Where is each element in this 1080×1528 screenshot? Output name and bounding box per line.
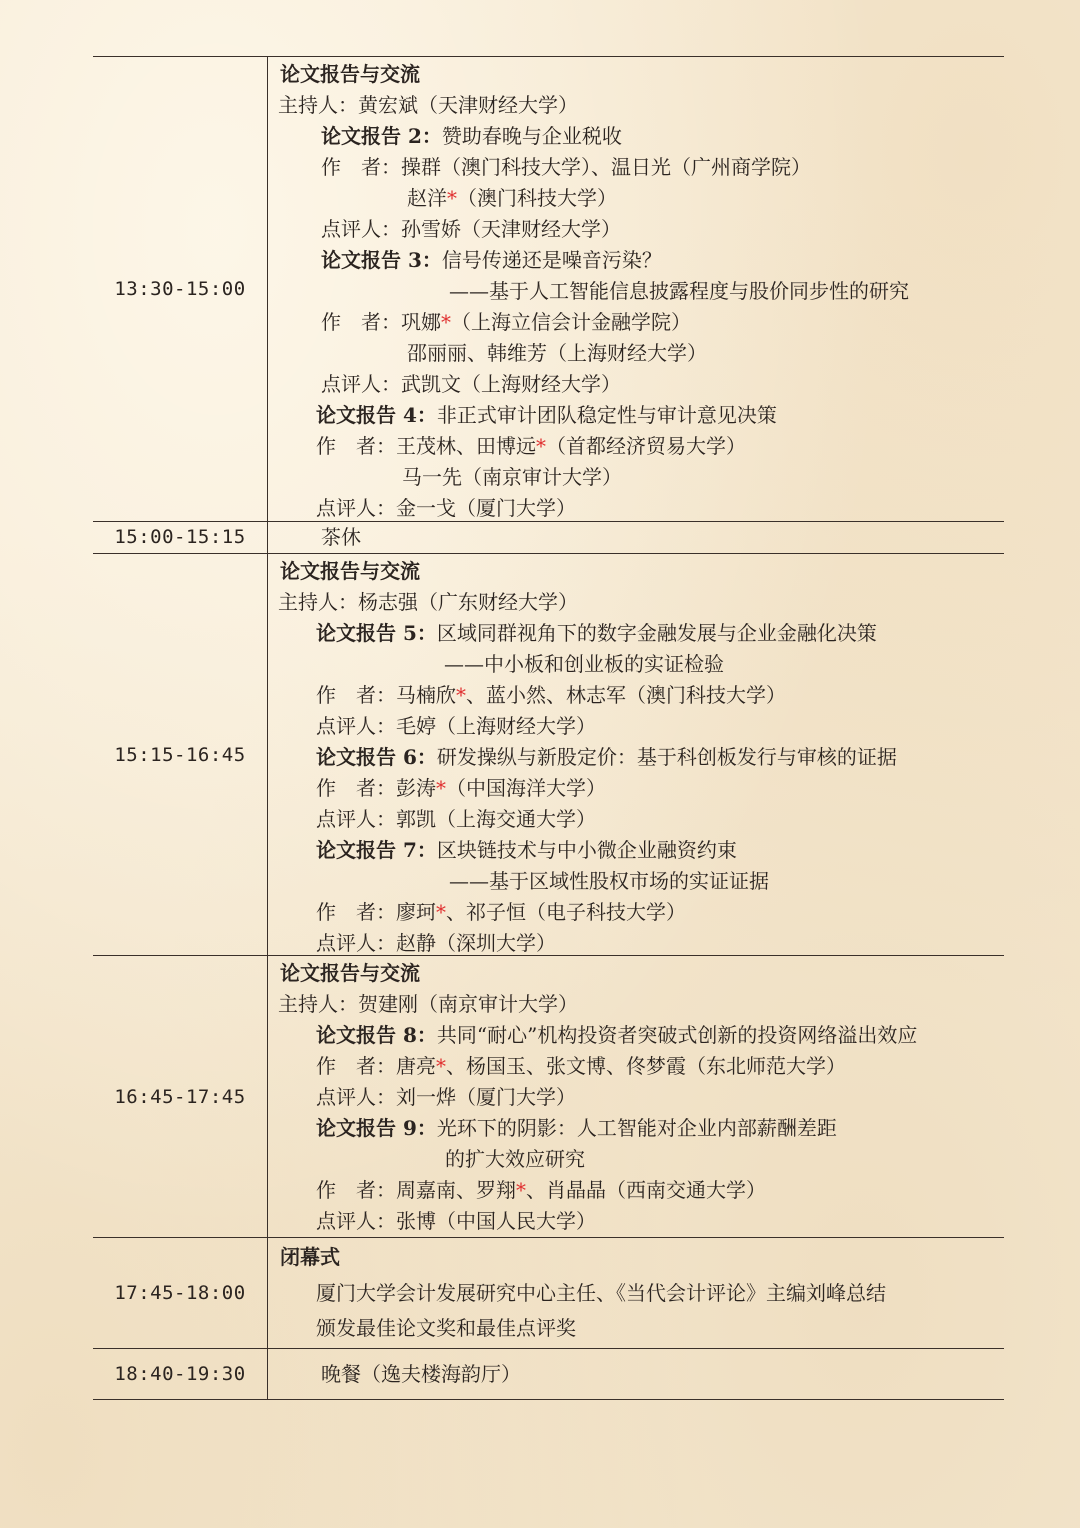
closing-line: 颁发最佳论文奖和最佳点评奖 [316,1316,576,1340]
authors: 巩娜 [401,310,441,334]
time-cell: 16:45-17:45 [93,956,268,1237]
author-label: 作 者： [316,683,396,707]
host-label: 主持人： [278,590,358,614]
host-line [278,587,578,618]
time-cell: 15:00-15:15 [93,521,268,553]
author-label: 作 者： [321,155,401,179]
paper-label: 论文报告 2： [321,124,442,148]
schedule-row [93,1349,1004,1400]
paper-title: 区块链技术与中小微企业融资约束 [436,838,737,862]
discussant-name: 郭凯（上海交通大学） [396,807,596,831]
discussant-label: 点评人： [316,1209,396,1233]
closing-line: 厦门大学会计发展研究中心主任、《当代会计评论》主编刘峰总结 [316,1281,886,1305]
author-line [316,680,786,711]
session-title: 论文报告与交流 [280,62,420,86]
discussant-label: 点评人： [316,496,396,520]
host-name: 贺建刚（南京审计大学） [358,992,578,1016]
paper-title-line [316,1113,837,1144]
discussant-label: 点评人： [316,931,396,955]
author-line-continued: 马一先（南京审计大学） [402,465,622,489]
paper-title: 光环下的阴影：人工智能对企业内部薪酬差距 [436,1116,837,1140]
discussant-name: 张博（中国人民大学） [396,1209,596,1233]
paper-label: 论文报告 4： [316,403,437,427]
author-line [316,897,686,928]
authors: 操群（澳门科技大学）、温日光（广州商学院） [401,155,811,179]
authors: 王茂林、田博远 [396,434,536,458]
paper-title: 信号传递还是噪音污染？ [441,248,662,272]
author-label: 作 者： [316,776,396,800]
session-content [268,521,1004,553]
paper-title-line [316,618,877,649]
authors: （首都经济贸易大学） [546,434,746,458]
schedule-row [93,956,1004,1238]
discussant-name: 武凯文（上海财经大学） [401,372,621,396]
session-content [268,1238,1004,1348]
presenter-asterisk: * [447,186,457,210]
paper-subtitle: ——基于人工智能信息披露程度与股价同步性的研究 [449,279,909,303]
paper-subtitle: ——基于区域性股权市场的实证证据 [449,869,769,893]
break-label: 茶休 [321,525,361,549]
discussant-label: 点评人： [316,807,396,831]
session-content [268,1349,1004,1399]
paper-title-line [316,1020,917,1051]
paper-title: 非正式审计团队稳定性与审计意见决策 [436,403,777,427]
paper-title-continued: 的扩大效应研究 [445,1147,585,1171]
paper-label: 论文报告 6： [316,745,437,769]
session-title: 闭幕式 [280,1245,340,1269]
authors: （澳门科技大学） [457,186,617,210]
host-name: 杨志强（广东财经大学） [358,590,578,614]
time-cell: 17:45-18:00 [93,1238,268,1348]
presenter-asterisk: * [441,310,451,334]
discussant-line [316,804,596,835]
paper-title-line [316,400,777,431]
schedule-row [93,56,1004,522]
paper-title-line [321,121,622,152]
discussant-label: 点评人： [321,372,401,396]
host-line [278,989,578,1020]
discussant-line [316,928,556,959]
presenter-asterisk: * [536,434,546,458]
authors: 、祁子恒（电子科技大学） [446,900,686,924]
host-line [278,90,578,121]
authors: 赵洋 [407,186,447,210]
session-content [268,554,1004,955]
discussant-name: 刘一烨（厦门大学） [396,1085,576,1109]
author-label: 作 者： [316,1054,396,1078]
session-content [268,57,1004,521]
dinner-label: 晚餐（逸夫楼海韵厅） [321,1362,521,1386]
paper-label: 论文报告 7： [316,838,437,862]
discussant-line [316,711,596,742]
authors: （中国海洋大学） [446,776,606,800]
authors: 、肖晶晶（西南交通大学） [526,1178,766,1202]
paper-title: 赞助春晚与企业税收 [441,124,622,148]
authors: 、蓝小然、林志军（澳门科技大学） [466,683,786,707]
schedule-row [93,554,1004,956]
paper-subtitle: ——中小板和创业板的实证检验 [444,652,724,676]
author-label: 作 者： [321,310,401,334]
discussant-line [316,1082,576,1113]
host-label: 主持人： [278,992,358,1016]
presenter-asterisk: * [456,683,466,707]
discussant-line [316,1206,596,1237]
authors: 唐亮 [396,1054,436,1078]
paper-title-line [316,742,897,773]
authors: 马楠欣 [396,683,456,707]
paper-label: 论文报告 5： [316,621,437,645]
schedule-row [93,1238,1004,1349]
paper-title-line [316,835,737,866]
paper-label: 论文报告 3： [321,248,442,272]
discussant-line [321,214,621,245]
discussant-line [316,493,576,524]
paper-title-line [321,245,662,276]
paper-title: 共同“耐心”机构投资者突破式创新的投资网络溢出效应 [436,1023,918,1047]
presenter-asterisk: * [436,1054,446,1078]
author-line-continued [407,183,617,214]
author-line [316,773,606,804]
author-line [316,431,746,462]
presenter-asterisk: * [516,1178,526,1202]
session-title: 论文报告与交流 [280,961,420,985]
author-line [321,307,691,338]
author-line [321,152,811,183]
paper-title: 研发操纵与新股定价：基于科创板发行与审核的证据 [436,745,897,769]
session-title: 论文报告与交流 [280,559,420,583]
paper-label: 论文报告 8： [316,1023,437,1047]
author-line [316,1175,766,1206]
paper-label: 论文报告 9： [316,1116,437,1140]
discussant-name: 毛婷（上海财经大学） [396,714,596,738]
author-label: 作 者： [316,434,396,458]
session-content [268,956,1004,1237]
time-cell: 13:30-15:00 [93,57,268,521]
author-label: 作 者： [316,1178,396,1202]
discussant-label: 点评人： [316,714,396,738]
host-name: 黄宏斌（天津财经大学） [358,93,578,117]
schedule-row [93,521,1004,554]
authors: 廖珂 [396,900,436,924]
host-label: 主持人： [278,93,358,117]
authors: 周嘉南、罗翔 [396,1178,516,1202]
author-line [316,1051,846,1082]
discussant-name: 金一戈（厦门大学） [396,496,576,520]
presenter-asterisk: * [436,900,446,924]
discussant-line [321,369,621,400]
authors: 彭涛 [396,776,436,800]
author-line-continued: 邵丽丽、韩维芳（上海财经大学） [407,341,707,365]
discussant-label: 点评人： [316,1085,396,1109]
presenter-asterisk: * [436,776,446,800]
authors: （上海立信会计金融学院） [451,310,691,334]
authors: 、杨国玉、张文博、佟梦霞（东北师范大学） [446,1054,846,1078]
time-cell: 15:15-16:45 [93,554,268,955]
author-label: 作 者： [316,900,396,924]
time-cell: 18:40-19:30 [93,1349,268,1399]
paper-title: 区域同群视角下的数字金融发展与企业金融化决策 [436,621,877,645]
discussant-name: 赵静（深圳大学） [396,931,556,955]
discussant-label: 点评人： [321,217,401,241]
discussant-name: 孙雪娇（天津财经大学） [401,217,621,241]
